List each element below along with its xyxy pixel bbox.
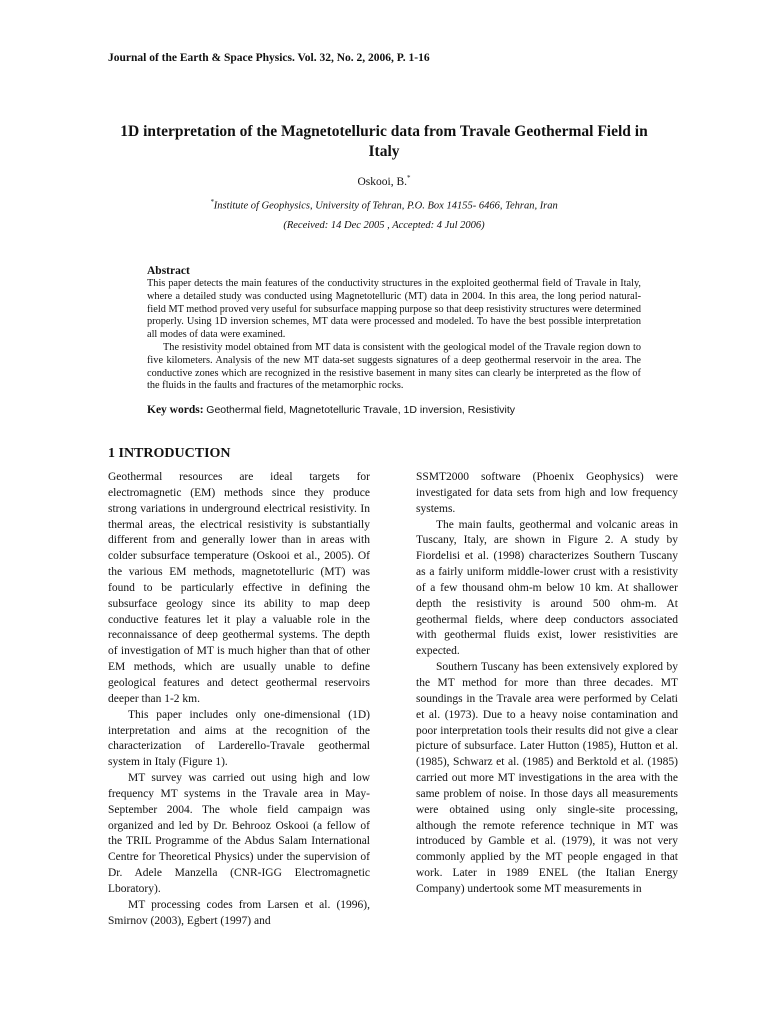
keywords-line xyxy=(147,404,647,416)
author-mark: * xyxy=(407,174,411,182)
abstract-heading: Abstract xyxy=(147,265,190,277)
abstract-paragraph-2: The resistivity model obtained from MT data is consistent with the geological model of the Travale region down to five kilometers. Analysis of the new MT data-set suggests signatures of a deep geothermal reservoir in the area. The conductive zones which are recognized in the resistive basement in many sites can clearly be interpreted as the flow of the fluids in the faults and fractures of the metamorphic rocks. xyxy=(147,341,641,392)
body-paragraph: SSMT2000 software (Phoenix Geophysics) were investigated for data sets from high and low frequency systems. xyxy=(416,471,678,515)
keywords-text: Geothermal field, Magnetotelluric Travale, 1D inversion, Resistivity xyxy=(206,404,516,416)
affiliation-mark: * xyxy=(210,198,214,206)
body-paragraph: MT survey was carried out using high and low frequency MT systems in the Travale area in May-September 2004. The whole field campaign was organized and led by Dr. Behrooz Oskooi (a fellow of the TRIL Programme of the Abdus Salam International Centre for Theoretical Physics) under the supervision of Dr. Adele Manzella (CNR-IGG Electromagnetic Lboratory). xyxy=(108,772,370,895)
affiliation xyxy=(108,198,660,212)
body-paragraph: MT processing codes from Larsen et al. (1996), Smirnov (2003), Egbert (1997) and xyxy=(108,898,370,927)
section-heading-introduction: 1 INTRODUCTION xyxy=(108,446,231,461)
author-name: Oskooi, B. xyxy=(357,175,408,188)
body-paragraph: The main faults, geothermal and volcanic areas in Tuscany, Italy, are shown in Figure 2. A study by Fiordelisi et al. (1998) characterizes Southern Tuscany as a fairly uniform middle-lower crust with a resistivity of a few thousand ohm-m below 10 km. At shallower depth the resistivity is around 500 ohm-m. At geothermal fields, where deep conductors associated with geothermal fluids exist, lower resistivities are expected. xyxy=(416,518,678,658)
author-line xyxy=(108,174,660,188)
keywords-label: Key words: xyxy=(147,404,204,416)
body-paragraph: Southern Tuscany has been extensively explored by the MT method for more than three decades. MT soundings in the Travale area were performed by Celati et al. (1973). Due to a heavy noise contamination and poor interpretation tools their results did not give a clear picture of subsurface. Later Hutton (1985), Hutton et al. (1985), Schwarz et al. (1985) and Berktold et al. (1985) carried out more MT investigations in the area with the same problem of noise. In those days all measurements were obtained using only single-site processing, although the remote reference technique in MT was introduced by Gamble et al. (1979), it was not very commonly applied by the MT people engaged in that work. Later in 1989 ENEL (the Italian Energy Company) undertook some MT measurements in xyxy=(416,661,678,895)
affiliation-text: Institute of Geophysics, University of Tehran, P.O. Box 14155- 6466, Tehran, Iran xyxy=(213,200,558,212)
abstract-paragraph-1: This paper detects the main features of the conductivity structures in the exploited geothermal field of Travale in Italy, where a detailed study was conducted using Magnetotelluric (MT) data in 2004. In this area, the long period natural-field MT method proved very useful for subsurface mapping purpose so that deep resistivity structures were determined properly. Using 1D inversion schemes, MT data were processed and modeled. To have the best possible interpretation all modes of data were examined. xyxy=(147,278,641,341)
abstract-block xyxy=(147,264,641,393)
body-column-left xyxy=(108,470,370,929)
received-accepted-dates: (Received: 14 Dec 2005 , Accepted: 4 Jul 2006) xyxy=(283,220,485,231)
body-paragraph: This paper includes only one-dimensional (1D) interpretation and aims at the recognition of the characterization of Larderello-Travale geothermal system in Italy (Figure 1). xyxy=(108,708,370,769)
body-column-right xyxy=(416,470,678,898)
body-paragraph: Geothermal resources are ideal targets for electromagnetic (EM) methods since they produce strong variations in underground electrical resistivity. In thermal areas, the electrical resistivity is substantially different from and generally lower than in areas with colder subsurface temperature (Oskooi et al., 2005). Of the various EM methods, magnetotelluric (MT) was found to be particularly effective in defining the subsurface geology since its ability to map deep conductive features let it play a valuable role in the reconnaissance of deep geothermal systems. The depth of investigation of MT is much higher than that of other EM methods, which are usually unable to define geological features and detect geothermal reservoirs deeper than 1-2 km. xyxy=(108,471,370,705)
journal-citation: Journal of the Earth & Space Physics. Vol. 32, No. 2, 2006, P. 1-16 xyxy=(108,52,430,64)
paper-title: 1D interpretation of the Magnetotelluric data from Travale Geothermal Field in Italy xyxy=(120,123,648,160)
